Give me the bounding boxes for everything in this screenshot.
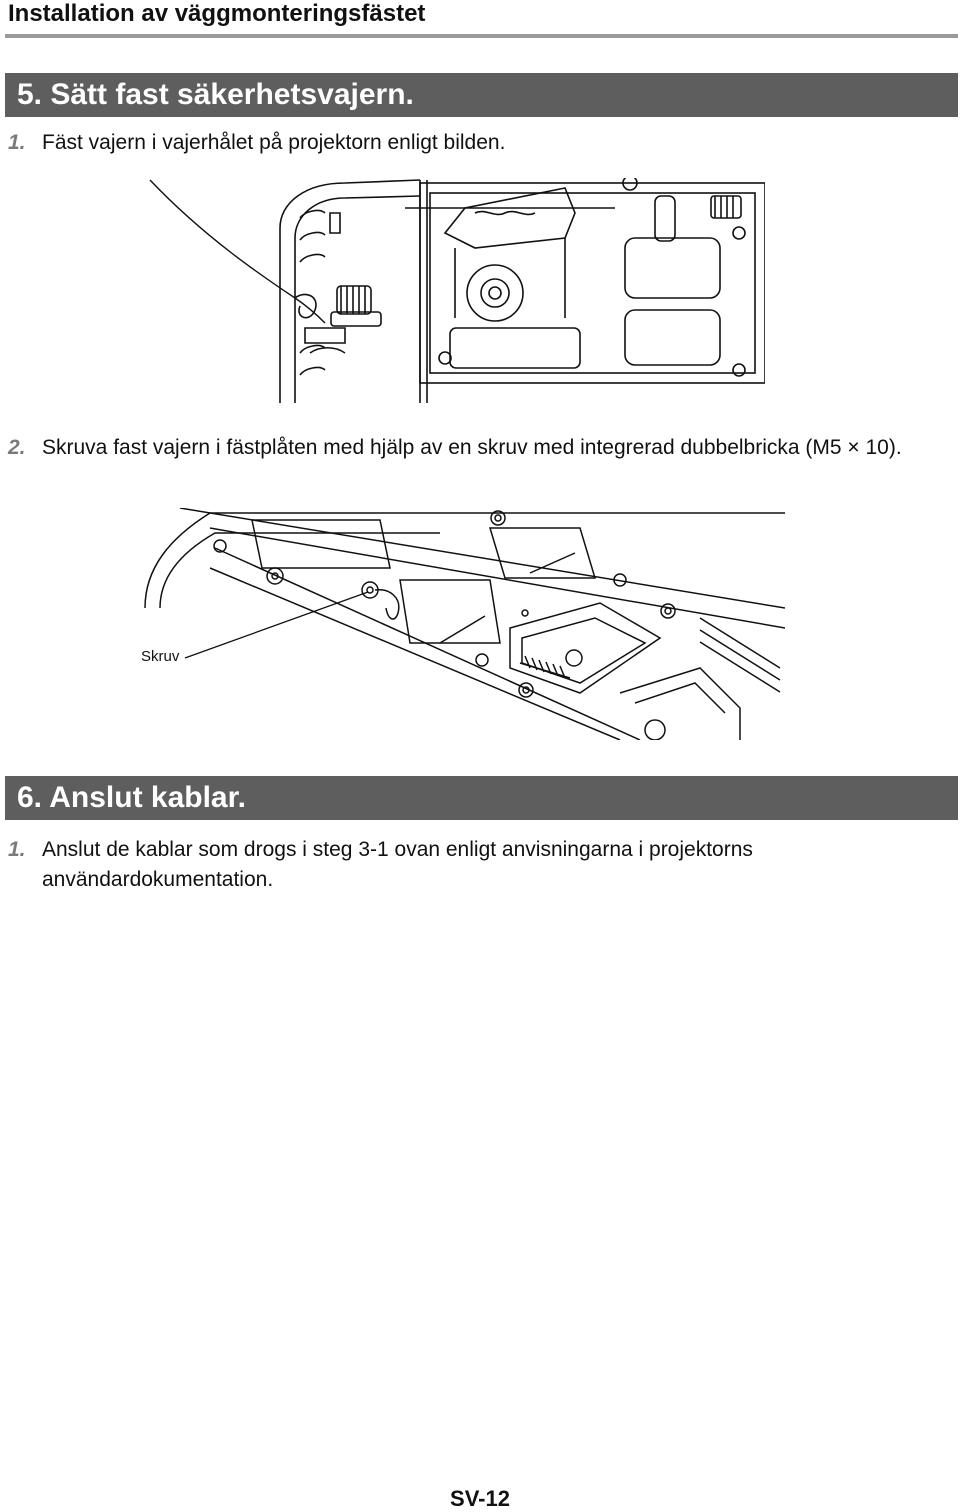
step-number: 2. <box>8 436 26 459</box>
step-5-2 <box>8 433 948 463</box>
section-title-6: 6. Anslut kablar. <box>5 776 958 820</box>
step-text: Anslut de kablar som drogs i steg 3-1 ovan enligt anvisningarna i projektorns användardokumentation. <box>42 838 753 891</box>
callout-screw-label: Skruv <box>141 648 180 665</box>
header-divider <box>5 34 958 38</box>
step-number: 1. <box>8 131 26 154</box>
step-number: 1. <box>8 838 26 861</box>
step-text: Fäst vajern i vajerhålet på projektorn enligt bilden. <box>42 131 506 154</box>
illustration-wire-on-projector <box>145 178 765 403</box>
page-number: SV-12 <box>450 1486 510 1511</box>
section-title-5: 5. Sätt fast säkerhetsvajern. <box>5 73 958 117</box>
illustration-wire-screw-plate <box>140 508 785 740</box>
step-text: Skruva fast vajern i fästplåten med hjälp av en skruv med integrerad dubbelbricka (M5 × 10). <box>42 436 902 459</box>
step-5-1 <box>8 128 948 158</box>
page-header-title: Installation av väggmonteringsfästet <box>8 0 426 27</box>
step-6-1 <box>8 835 948 895</box>
